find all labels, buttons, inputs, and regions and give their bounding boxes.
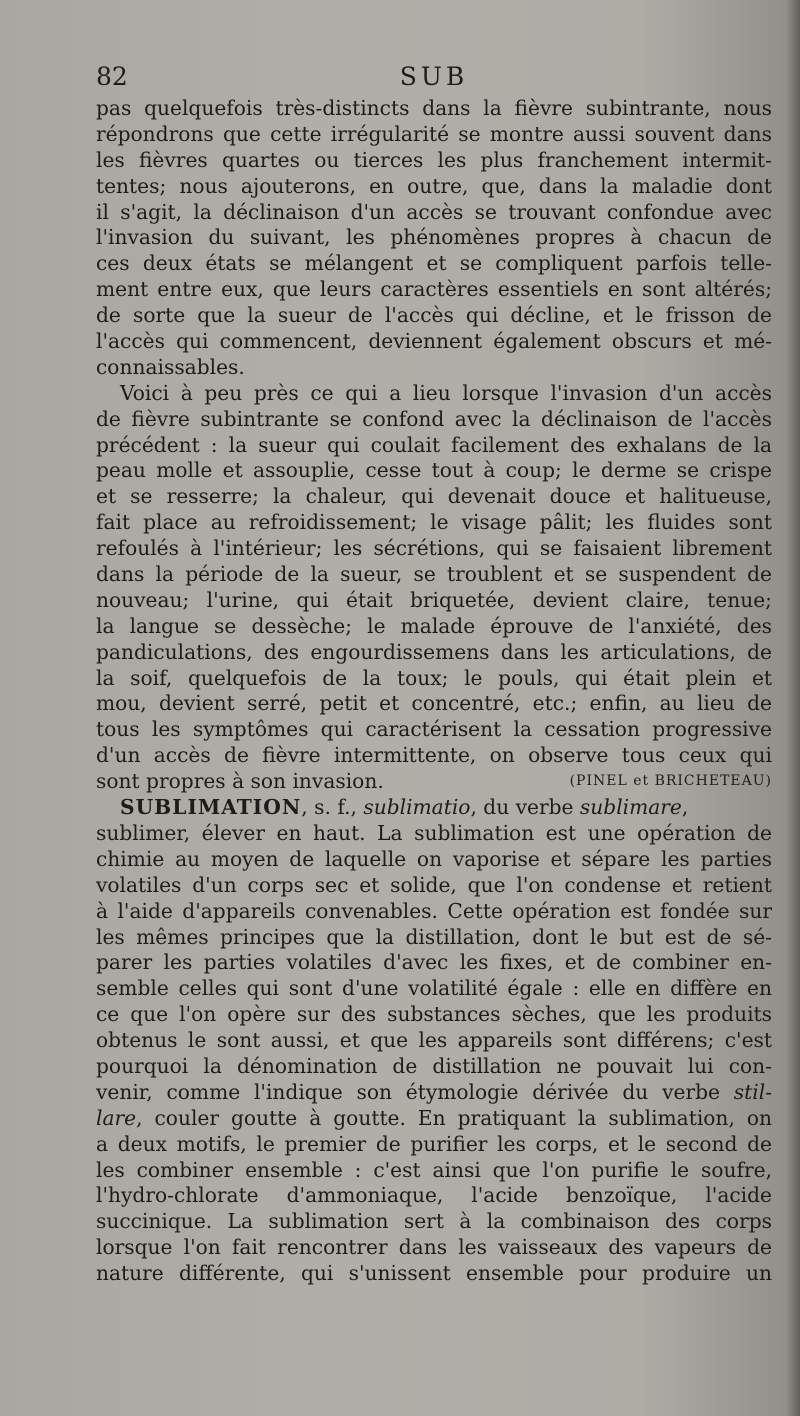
text-line: succinique. La sublimation sert à la combinaison des corps <box>96 1209 772 1234</box>
text-line: l'hydro-chlorate d'ammoniaque, l'acide benzoïque, l'acide <box>96 1183 772 1208</box>
page-header <box>96 62 772 98</box>
text-line: ces deux états se mélangent et se compliquent parfois telle- <box>96 251 772 276</box>
text-line: pourquoi la dénomination de distillation ne pouvait lui con- <box>96 1053 772 1078</box>
text-line: la soif, quelquefois de la toux; le pouls, qui était plein et <box>96 665 772 690</box>
text-line: lorsque l'on fait rencontrer dans les vaisseaux des vapeurs de <box>96 1235 772 1260</box>
paragraph-fievre-subintrante <box>96 96 772 381</box>
text-line: mou, devient serré, petit et concentré, etc.; enfin, au lieu de <box>96 691 772 716</box>
text-line: fait place au refroidissement; le visage pâlit; les fluides sont <box>96 510 772 535</box>
text-line: et se resserre; la chaleur, qui devenait douce et halitueuse, <box>96 484 772 509</box>
text-line: de fièvre subintrante se confond avec la déclinaison de l'accès <box>96 406 772 431</box>
text-line: il s'agit, la déclinaison d'un accès se trouvant confondue avec <box>96 199 772 224</box>
text-line: nature différente, qui s'unissent ensemble pour produire un <box>96 1261 772 1286</box>
text-line: l'accès qui commencent, deviennent également obscurs et mé- <box>96 329 772 354</box>
body-text <box>96 96 772 1287</box>
text-line: Voici à peu près ce qui a lieu lorsque l'invasion d'un accès <box>120 380 772 405</box>
text-line: sublimer, élever en haut. La sublimation est une opération de <box>96 820 772 845</box>
text-line: pas quelquefois très-distincts dans la fièvre subintrante, nous <box>96 96 772 120</box>
text-line: d'un accès de fièvre intermittente, on observe tous ceux qui <box>96 743 772 768</box>
text-line: les combiner ensemble : c'est ainsi que l'on purifie le soufre, <box>96 1157 772 1182</box>
text-line: tentes; nous ajouterons, en outre, que, dans la maladie dont <box>96 173 772 198</box>
text-line: la langue se dessèche; le malade éprouve de l'anxiété, des <box>96 613 772 638</box>
paragraph-invasion-description <box>96 381 772 795</box>
text-line: refoulés à l'intérieur; les sécrétions, qui se faisaient librement <box>96 536 772 561</box>
text-line: pandiculations, des engourdissemens dans les articulations, de <box>96 639 772 664</box>
text-line: précédent : la sueur qui coulait facilement des exhalans de la <box>96 432 772 457</box>
text-line: semble celles qui sont d'une volatilité égale : elle en diffère en <box>96 976 772 1001</box>
text-line: ce que l'on opère sur des substances sèches, que les produits <box>96 1002 772 1027</box>
text-line: de sorte que la sueur de l'accès qui décline, et le frisson de <box>96 303 772 328</box>
page-number: 82 <box>96 62 128 91</box>
entry-headword: SUBLIMATION <box>120 795 302 820</box>
entry-sublimation <box>96 795 772 1287</box>
text-line: tous les symptômes qui caractérisent la cessation progressive <box>96 717 772 742</box>
text-line: peau molle et assouplie, cesse tout à coup; le derme se crispe <box>96 458 772 483</box>
text-line: connaissables. <box>96 354 245 379</box>
author-attribution: (PINEL et BRICHETEAU) <box>569 773 772 790</box>
text-line: sont propres à son invasion. (PINEL et BRICHETEAU) <box>96 769 772 794</box>
text-line: nouveau; l'urine, qui était briquetée, devient claire, tenue; <box>96 587 772 612</box>
text-line: obtenus le sont aussi, et que les appareils sont différens; c'est <box>96 1028 772 1053</box>
text-line: venir, comme l'indique son étymologie dérivée du verbe stil- <box>96 1079 772 1104</box>
running-head: SUB <box>399 62 469 91</box>
text-line: l'invasion du suivant, les phénomènes propres à chacun de <box>96 225 772 250</box>
text-line: parer les parties volatiles d'avec les fixes, et de combiner en- <box>96 950 772 975</box>
text-line: les mêmes principes que la distillation, dont le but est de sé- <box>96 924 772 949</box>
text-line: volatiles d'un corps sec et solide, que l'on condense et retient <box>96 872 772 897</box>
text-line: chimie au moyen de laquelle on vaporise et sépare les parties <box>96 846 772 871</box>
text-line: les fièvres quartes ou tierces les plus franchement intermit- <box>96 147 772 172</box>
verb-term: sublimare <box>579 795 682 820</box>
text-line: à l'aide d'appareils convenables. Cette opération est fondée sur <box>96 898 772 923</box>
latin-term: sublimatio <box>363 795 471 820</box>
text-line: ment entre eux, que leurs caractères essentiels en sont altérés; <box>96 277 772 302</box>
text-line: dans la période de la sueur, se troublent et se suspendent de <box>96 562 772 587</box>
text-line: a deux motifs, le premier de purifier les corps, et le second de <box>96 1131 772 1156</box>
text-line: lare, couler goutte à goutte. En pratiquant la sublimation, on <box>96 1105 772 1130</box>
text-line: répondrons que cette irrégularité se montre aussi souvent dans <box>96 121 772 146</box>
text-line: SUBLIMATION, s. f., sublimatio, du verbe sublimare, <box>120 795 689 820</box>
